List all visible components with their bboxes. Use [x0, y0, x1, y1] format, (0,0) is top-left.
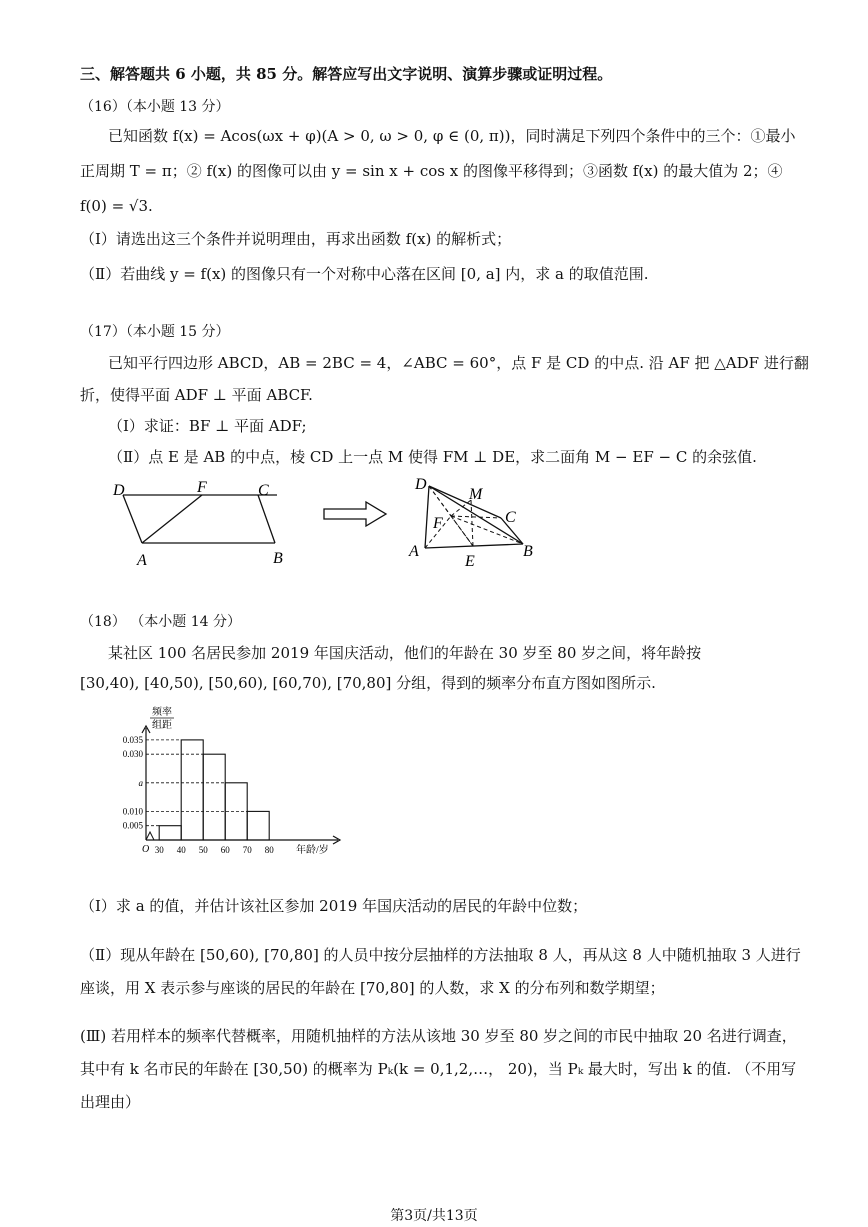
y-tick-label: 0.005: [122, 820, 143, 831]
segment-af: [142, 495, 202, 543]
edge-cb: [258, 495, 275, 543]
label-a: A: [409, 543, 419, 560]
q17-part1: （Ⅰ）求证：BF ⊥ 平面 ADF;: [108, 417, 307, 435]
x-tick-label: 30: [154, 845, 164, 855]
q17-stem-line2: 折，使得平面 ADF ⊥ 平面 ABCF.: [80, 386, 313, 404]
q18-label: （18） （本小题 14 分）: [80, 614, 241, 630]
x-tick-label: 40: [176, 845, 186, 855]
origin-label: O: [142, 844, 150, 855]
label-b: B: [273, 550, 283, 567]
axis-break-icon: [146, 832, 154, 840]
q18-part1: （Ⅰ）求 a 的值，并估计该社区参加 2019 年国庆活动的居民的年龄中位数；: [80, 897, 588, 915]
q18-stem-line1: 某社区 100 名居民参加 2019 年国庆活动，他们的年龄在 30 岁至 80 岁之间，将年龄按: [108, 644, 702, 662]
q16-part2: （Ⅱ）若曲线 y = f(x) 的图像只有一个对称中心落在区间 [0, a] 内，求 a 的取值范围.: [80, 265, 649, 283]
y-tick-label: a: [138, 777, 143, 788]
q16-stem-line1: 已知函数 f(x) = Acos(ωx + φ)(A > 0, ω > 0, φ ∈ (0, π))，同时满足下列四个条件中的三个：①最小: [108, 127, 796, 145]
page-footer: 第3页/共13页: [390, 1208, 478, 1224]
label-f: F: [433, 515, 443, 532]
q18-part3-line1: (Ⅲ) 若用样本的频率代替概率，用随机抽样的方法从该地 30 岁至 80 岁之间的市民中抽取 20 名进行调查，: [80, 1027, 797, 1045]
q17-label: （17）（本小题 15 分）: [80, 324, 230, 340]
section-header: 三、解答题共 6 小题，共 85 分。解答应写出文字说明、演算步骤或证明过程。: [80, 65, 613, 83]
q18-part3-line3: 出理由）: [80, 1093, 141, 1111]
q16-label: （16）（本小题 13 分）: [80, 99, 230, 115]
edge-da: [123, 495, 142, 543]
label-d: D: [113, 482, 125, 499]
x-tick-label: 50: [198, 845, 208, 855]
q18-part2-line2: 座谈，用 X 表示参与座谈的居民的年龄在 [70,80] 的人数，求 X 的分布列和数学期望；: [80, 979, 665, 997]
histogram-bar: [181, 740, 203, 840]
q16-stem-line3: f(0) = √3.: [80, 197, 153, 215]
edge-ab: [425, 544, 523, 548]
label-e: E: [465, 553, 475, 570]
q16-stem-line2: 正周期 T = π；② f(x) 的图像可以由 y = sin x + cos x 的图像平移得到；③函数 f(x) 的最大值为 2；④: [80, 162, 783, 180]
q17-part2: （Ⅱ）点 E 是 AB 的中点，棱 CD 上一点 M 使得 FM ⊥ DE，求二面角 M − EF − C 的余弦值.: [108, 448, 757, 466]
edge-dc: [429, 486, 501, 518]
label-f: F: [197, 479, 207, 496]
folded-solid-figure: [405, 472, 545, 572]
q18-stem-line2: [30,40), [40,50), [50,60), [60,70), [70,80] 分组，得到的频率分布直方图如图所示.: [80, 674, 656, 692]
histogram-bar: [247, 811, 269, 840]
hidden-me: [471, 500, 473, 546]
q17-stem-line1: 已知平行四边形 ABCD，AB = 2BC = 4，∠ABC = 60°，点 F 是 CD 的中点. 沿 AF 把 △ADF 进行翻: [108, 354, 809, 372]
histogram-bar: [203, 754, 225, 840]
label-c: C: [505, 509, 516, 526]
y-tick-label: 0.030: [122, 749, 143, 760]
frequency-histogram: [110, 702, 350, 862]
y-tick-label: 0.035: [122, 734, 143, 745]
xlabel: 年龄/岁: [296, 845, 329, 856]
label-b: B: [523, 543, 533, 560]
x-tick-label: 70: [242, 845, 252, 855]
ylabel-bottom: 组距: [152, 720, 172, 731]
label-c: C: [258, 482, 269, 499]
label-d: D: [415, 476, 427, 493]
q18-part3-line2: 其中有 k 名市民的年龄在 [30,50) 的概率为 Pₖ(k = 0,1,2,…， 20)，当 Pₖ 最大时，写出 k 的值. （不用写: [80, 1060, 797, 1078]
hidden-fc: [451, 516, 501, 518]
fold-arrow-icon: [322, 500, 392, 530]
hidden-fm: [451, 500, 471, 516]
ylabel-top: 频率: [152, 707, 172, 718]
edge-ad: [425, 486, 429, 548]
label-m: M: [469, 486, 483, 503]
histogram-bar: [159, 826, 181, 840]
x-tick-label: 60: [220, 845, 230, 855]
parallelogram-figure: [105, 475, 305, 570]
y-tick-label: 0.010: [122, 806, 143, 817]
label-a: A: [137, 552, 147, 569]
q16-part1: （Ⅰ）请选出这三个条件并说明理由，再求出函数 f(x) 的解析式；: [80, 230, 512, 248]
x-tick-label: 80: [264, 845, 274, 855]
q18-part2-line1: （Ⅱ）现从年龄在 [50,60), [70,80] 的人员中按分层抽样的方法抽取 8 人，再从这 8 人中随机抽取 3 人进行: [80, 946, 801, 964]
